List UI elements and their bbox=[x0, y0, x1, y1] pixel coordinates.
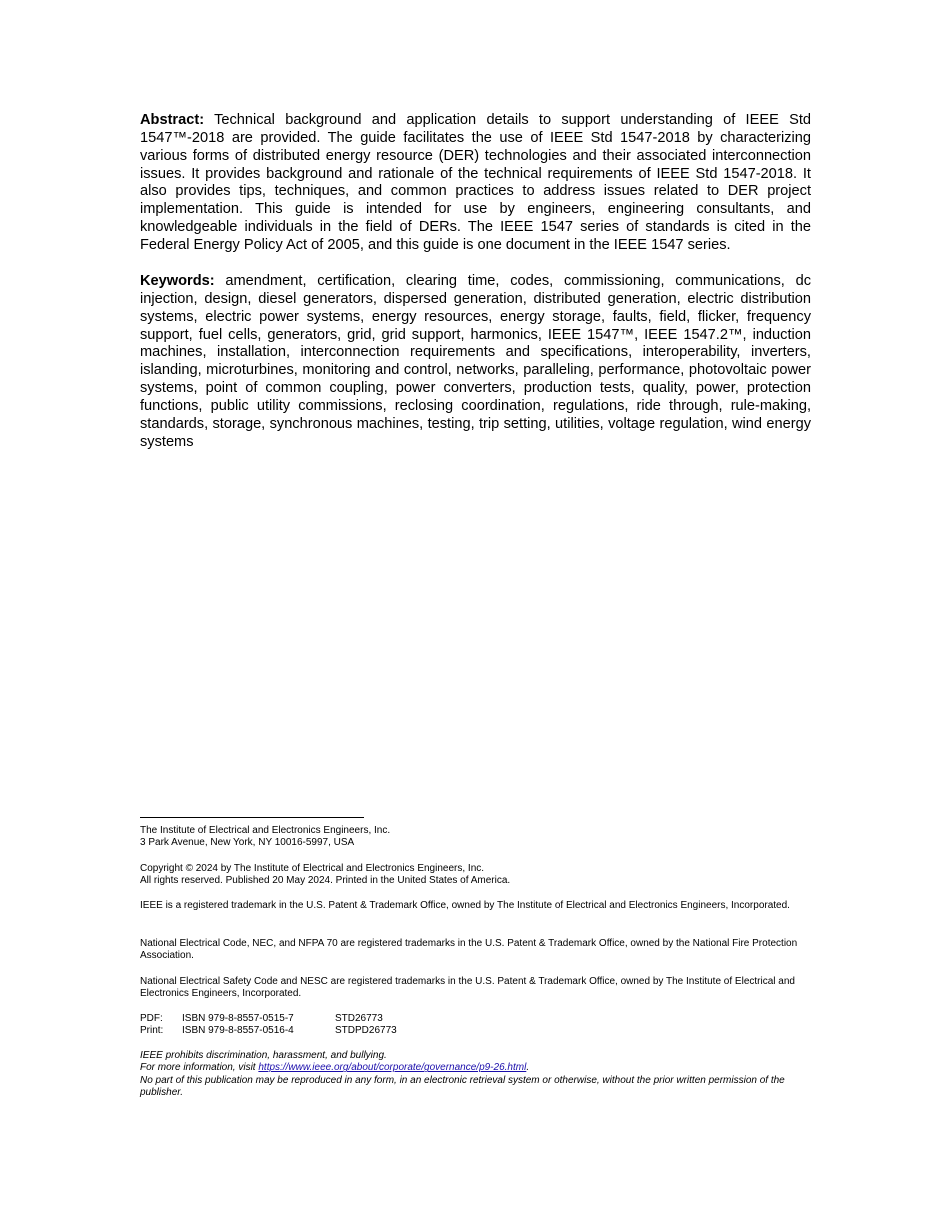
rights-line: All rights reserved. Published 20 May 2024. Printed in the United States of America. bbox=[140, 875, 511, 887]
keywords-label: Keywords: bbox=[140, 273, 215, 289]
isbn-print-code: STDPD26773 bbox=[335, 1025, 397, 1037]
copyright-block bbox=[140, 863, 811, 888]
publisher-address: 3 Park Avenue, New York, NY 10016-5997, USA bbox=[140, 837, 355, 849]
notices-block bbox=[140, 1050, 811, 1100]
keywords-text: amendment, certification, clearing time, codes, commissioning, communications, dc injection, design, diesel generators, dispersed generation, distributed generation, electric distribution systems, electric power systems, energy resources, energy storage, faults, field, flicker, frequency support, fuel cells, generators, grid, grid support, harmonics, IEEE 1547™, IEEE 1547.2™, induction machines, installation, interconnection requirements and specifications, interoperability, inverters, islanding, microturbines, monitoring and control, networks, paralleling, performance, photovoltaic power systems, point of common coupling, power converters, production tests, quality, power, protection functions, public utility commissions, reclosing coordination, regulations, ride through, rule-making, standards, storage, synchronous machines, testing, trip setting, utilities, voltage regulation, wind energy systems bbox=[140, 273, 811, 450]
isbn-block bbox=[140, 1013, 811, 1038]
isbn-pdf-label: PDF: bbox=[140, 1013, 163, 1024]
isbn-print-label: Print: bbox=[140, 1025, 164, 1037]
policy-link[interactable]: https://www.ieee.org/about/corporate/governance/p9-26.html bbox=[258, 1062, 527, 1074]
abstract-label: Abstract: bbox=[140, 112, 205, 128]
keywords-paragraph bbox=[140, 273, 811, 451]
more-info-suffix: . bbox=[526, 1062, 530, 1074]
isbn-pdf-number: ISBN 979-8-8557-0515-7 bbox=[182, 1013, 294, 1024]
footnote-divider bbox=[140, 817, 364, 818]
more-info-prefix: For more information, visit bbox=[140, 1062, 259, 1074]
more-info-line bbox=[140, 1062, 811, 1074]
trademark-ieee: IEEE is a registered trademark in the U.S. Patent & Trademark Office, owned by The Institute of Electrical and Electronics Engineers, Incorporated. bbox=[140, 900, 790, 911]
isbn-print-number: ISBN 979-8-8557-0516-4 bbox=[182, 1025, 294, 1037]
publisher-block bbox=[140, 825, 811, 850]
isbn-row-pdf bbox=[140, 1013, 811, 1025]
trademark-nec: National Electrical Code, NEC, and NFPA 70 are registered trademarks in the U.S. Patent & Trademark Office, owned by the National Fire Protection Association. bbox=[140, 938, 798, 962]
trademark-nesc: National Electrical Safety Code and NESC are registered trademarks in the U.S. Patent & Trademark Office, owned by The Institute of Electrical and Electronics Engineers, Incorporated. bbox=[140, 976, 795, 1000]
discrimination-notice: IEEE prohibits discrimination, harassment, and bullying. bbox=[140, 1050, 387, 1061]
publisher-name: The Institute of Electrical and Electronics Engineers, Inc. bbox=[140, 825, 391, 836]
abstract-paragraph bbox=[140, 112, 811, 255]
document-page bbox=[140, 0, 811, 1230]
isbn-pdf-code: STD26773 bbox=[335, 1013, 383, 1024]
isbn-row-print bbox=[140, 1025, 811, 1037]
reproduction-notice: No part of this publication may be reproduced in any form, in an electronic retrieval system or otherwise, without the prior written permission of the publisher. bbox=[140, 1074, 785, 1099]
copyright-line: Copyright © 2024 by The Institute of Electrical and Electronics Engineers, Inc. bbox=[140, 863, 485, 874]
abstract-text: Technical background and application details to support understanding of IEEE Std 1547™-2018 are provided. The guide facilitates the use of IEEE Std 1547-2018 by characterizing various forms of distributed energy resource (DER) technologies and their associated interconnection issues. It provides background and rationale of the technical requirements of IEEE Std 1547-2018. It also provides tips, techniques, and common practices to address issues related to DER project implementation. This guide is intended for use by engineers, engineering consultants, and knowledgeable individuals in the field of DERs. The IEEE 1547 series of standards is cited in the Federal Energy Policy Act of 2005, and this guide is one document in the IEEE 1547 series. bbox=[140, 112, 811, 253]
